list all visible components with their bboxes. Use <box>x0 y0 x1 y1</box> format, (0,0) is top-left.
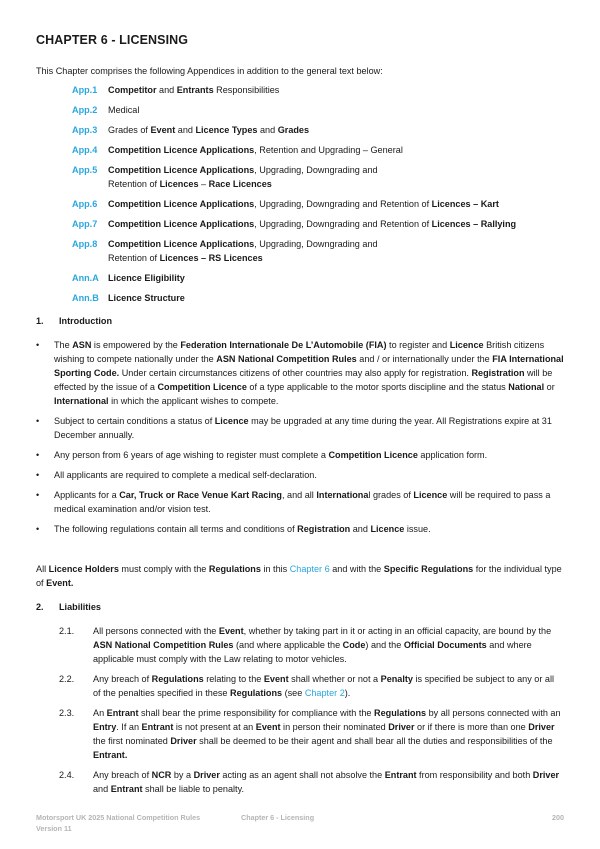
appendix-title-line <box>108 179 272 189</box>
bullet-text <box>54 522 564 536</box>
defined-term: Event <box>255 722 281 732</box>
defined-term: Driver <box>532 770 560 780</box>
text-run: of a type applicable to the motor sports discipline and the status <box>246 382 509 392</box>
text-run: in person their nominated <box>280 722 389 732</box>
appendix-link[interactable]: App.7 <box>72 219 98 229</box>
clause-number: 2.4. <box>59 770 75 780</box>
defined-term: Driver <box>170 736 197 746</box>
text-run: , Upgrading, Downgrading and Retention of <box>254 219 432 229</box>
defined-term: NCR <box>151 770 172 780</box>
text-run: . If an <box>116 722 142 732</box>
appendix-title-line <box>108 165 378 175</box>
text-run: (and where applicable the <box>233 640 343 650</box>
text-run: and <box>350 524 371 534</box>
defined-term: Regulations <box>151 674 204 684</box>
section-title: Introduction <box>59 316 113 326</box>
defined-term: National <box>508 382 545 392</box>
defined-term: ASN National Competition Rules <box>93 640 234 650</box>
defined-term: Licence Holders <box>48 564 119 574</box>
defined-term: Grades <box>277 125 310 135</box>
defined-term: Entrant. <box>93 750 128 760</box>
defined-term: Regulations <box>230 688 283 698</box>
appendix-title <box>108 237 564 265</box>
defined-term: Event <box>218 626 244 636</box>
appendix-link[interactable]: App.8 <box>72 239 98 249</box>
defined-term: Event <box>150 125 176 135</box>
licence-holders-paragraph <box>36 562 564 590</box>
cross-reference-link[interactable]: Chapter 6 <box>289 564 330 574</box>
defined-term: Event. <box>46 578 74 588</box>
defined-term: Driver <box>528 722 555 732</box>
defined-term: Entrants <box>176 85 214 95</box>
text-run: Responsibilities <box>213 85 280 95</box>
defined-term: Code <box>342 640 366 650</box>
defined-term: Competitor <box>108 85 157 95</box>
text-run: An <box>93 708 107 718</box>
text-run: and where applicable must comply with the Law relating to motor vehicles. <box>93 640 532 664</box>
defined-term: Competition Licence <box>328 450 418 460</box>
chapter-title: CHAPTER 6 - LICENSING <box>36 33 189 47</box>
clause-text <box>93 706 564 762</box>
defined-term: Licences <box>159 179 199 189</box>
appendix-title <box>108 197 564 211</box>
footer-version: Version 11 <box>36 824 72 833</box>
appendix-title <box>108 217 564 231</box>
text-run: ) and the <box>365 640 404 650</box>
appendix-title <box>108 163 564 191</box>
bullet-text <box>54 338 564 408</box>
text-run: by a <box>171 770 194 780</box>
section-number: 2. <box>36 602 44 612</box>
defined-term: Federation Internationale De L’Automobile (FIA) <box>180 340 387 350</box>
clause-number: 2.1. <box>59 626 75 636</box>
text-run: application form. <box>417 450 488 460</box>
appendix-title-line <box>108 239 378 249</box>
text-run: by all persons connected with an <box>426 708 561 718</box>
defined-term: Licence Types <box>195 125 258 135</box>
appendix-title <box>108 123 564 137</box>
defined-term: Race Licences <box>208 179 272 189</box>
text-run: will be required to pass a medical examination and/or vision test. <box>54 490 551 514</box>
bullet-text <box>54 488 564 516</box>
text-run: in this <box>260 564 290 574</box>
text-run: must comply with the <box>118 564 209 574</box>
appendix-link[interactable]: Ann.A <box>72 273 99 283</box>
text-run: Any breach of <box>93 770 152 780</box>
text-run: l grades of <box>368 490 414 500</box>
defined-term: Licence Structure <box>108 293 185 303</box>
appendix-title <box>108 143 564 157</box>
footer-publication <box>36 812 200 834</box>
footer-chapter: Chapter 6 - Licensing <box>241 813 315 822</box>
text-run: Medical <box>108 105 140 115</box>
text-run: All <box>36 564 49 574</box>
appendix-link[interactable]: App.1 <box>72 85 98 95</box>
defined-term: Licences – Rallying <box>431 219 517 229</box>
text-run: All applicants are required to complete a medical self-declaration. <box>54 470 317 480</box>
appendix-link[interactable]: App.3 <box>72 125 98 135</box>
defined-term: Penalty <box>380 674 413 684</box>
text-run: from responsibility and both <box>416 770 533 780</box>
text-run: , Upgrading, Downgrading and <box>254 239 378 249</box>
bullet-marker: • <box>36 470 40 480</box>
text-run: or <box>544 382 555 392</box>
text-run: The <box>54 340 73 350</box>
text-run: , and all <box>281 490 317 500</box>
bullet-marker: • <box>36 340 40 350</box>
defined-term: Regulations <box>374 708 427 718</box>
clause-text <box>93 624 564 666</box>
bullet-marker: • <box>36 416 40 426</box>
footer-publication-title: Motorsport UK 2025 National Competition Rules <box>36 813 201 822</box>
text-run: and / or internationally under the <box>356 354 493 364</box>
text-run: is empowered by the <box>91 340 181 350</box>
text-run: shall be liable to penalty. <box>142 784 244 794</box>
text-run: in which the applicant wishes to compete. <box>108 396 279 406</box>
defined-term: Event <box>263 674 289 684</box>
defined-term: Entrant <box>384 770 417 780</box>
defined-term: Regulations <box>208 564 261 574</box>
defined-term: Competition Licence Applications <box>108 145 255 155</box>
cross-reference-link[interactable]: Chapter 2 <box>304 688 345 698</box>
text-run: Any breach of <box>93 674 152 684</box>
defined-term: Official Documents <box>403 640 487 650</box>
text-run: will be effected by the issue of a <box>54 368 553 392</box>
appendix-title <box>108 271 564 285</box>
text-run: British citizens wishing to compete nationally under the <box>54 340 545 364</box>
appendix-title <box>108 103 564 117</box>
defined-term: Entry <box>93 722 117 732</box>
text-run: and with the <box>329 564 384 574</box>
defined-term: Licences – RS Licences <box>159 253 263 263</box>
text-run: shall whether or not a <box>288 674 381 684</box>
defined-term: International <box>54 396 109 406</box>
defined-term: Competition Licence Applications <box>108 219 255 229</box>
appendix-link[interactable]: App.2 <box>72 105 98 115</box>
defined-term: Registration <box>471 368 525 378</box>
text-run: or if there is more than one <box>414 722 529 732</box>
defined-term: Licence <box>449 340 484 350</box>
defined-term: Driver <box>388 722 415 732</box>
text-run: Retention of <box>108 179 160 189</box>
text-run: (see <box>282 688 305 698</box>
appendix-title <box>108 291 564 305</box>
bullet-marker: • <box>36 450 40 460</box>
text-run: and <box>156 85 177 95</box>
clause-text <box>93 672 564 700</box>
section-number: 1. <box>36 316 44 326</box>
text-run: issue. <box>404 524 431 534</box>
defined-term: Competition Licence Applications <box>108 165 255 175</box>
text-run: , Retention and Upgrading – General <box>254 145 403 155</box>
appendix-title <box>108 83 564 97</box>
section-title: Liabilities <box>59 602 101 612</box>
defined-term: Internationa <box>316 490 369 500</box>
defined-term: Competition Licence <box>157 382 247 392</box>
text-run: ). <box>344 688 351 698</box>
clause-text <box>93 768 564 796</box>
text-run: to register and <box>386 340 450 350</box>
text-run: Subject to certain conditions a status of <box>54 416 215 426</box>
text-run: , Upgrading, Downgrading and <box>254 165 378 175</box>
text-run: Under certain circumstances citizens of other countries may also apply for registration. <box>119 368 472 378</box>
defined-term: Entrant <box>141 722 174 732</box>
text-run: may be upgraded at any time during the year. All Registrations expire at 31 December annually. <box>54 416 552 440</box>
defined-term: Licence <box>413 490 448 500</box>
text-run: Applicants for a <box>54 490 120 500</box>
text-run: shall bear the prime responsibility for compliance with the <box>138 708 375 718</box>
text-run: All persons connected with the <box>93 626 219 636</box>
defined-term: Entrant <box>106 708 139 718</box>
text-run: and <box>257 125 278 135</box>
bullet-text <box>54 414 564 442</box>
page-number: 200 <box>552 813 564 822</box>
defined-term: Licences – Kart <box>431 199 499 209</box>
defined-term: Licence <box>370 524 405 534</box>
text-run: and <box>175 125 196 135</box>
intro-paragraph: This Chapter comprises the following Appendices in addition to the general text below: <box>36 66 383 76</box>
bullet-text <box>54 448 564 462</box>
appendix-link[interactable]: App.6 <box>72 199 98 209</box>
text-run: shall be deemed to be their agent and shall bear all the duties and responsibilities of the <box>196 736 553 746</box>
appendix-link[interactable]: Ann.B <box>72 293 99 303</box>
text-run: the first nominated <box>93 736 171 746</box>
text-run: Grades of <box>108 125 151 135</box>
text-run: , Upgrading, Downgrading and Retention of <box>254 199 432 209</box>
defined-term: Competition Licence Applications <box>108 239 255 249</box>
text-run: , whether by taking part in it or acting in an official capacity, are bound by the <box>243 626 552 636</box>
defined-term: Car, Truck or Race Venue Kart Racing <box>119 490 282 500</box>
appendix-title-line <box>108 253 263 263</box>
defined-term: Licence <box>214 416 249 426</box>
appendix-link[interactable]: App.5 <box>72 165 98 175</box>
text-run: relating to the <box>203 674 264 684</box>
bullet-marker: • <box>36 490 40 500</box>
defined-term: ASN <box>72 340 92 350</box>
defined-term: Competition Licence Applications <box>108 199 255 209</box>
defined-term: Entrant <box>110 784 143 794</box>
defined-term: Licence Eligibility <box>108 273 185 283</box>
text-run: is not present at an <box>173 722 256 732</box>
defined-term: Specific Regulations <box>383 564 474 574</box>
text-run: for the individual type of <box>36 564 562 588</box>
text-run: is specified be subject to any or all of the penalties specified in these <box>93 674 555 698</box>
defined-term: Registration <box>297 524 351 534</box>
bullet-text <box>54 468 564 482</box>
text-run: – <box>198 179 209 189</box>
text-run: and <box>93 784 111 794</box>
text-run: Retention of <box>108 253 160 263</box>
defined-term: Driver <box>193 770 220 780</box>
text-run: acting as an agent shall not absolve the <box>219 770 385 780</box>
clause-number: 2.2. <box>59 674 75 684</box>
text-run: Any person from 6 years of age wishing to register must complete a <box>54 450 329 460</box>
appendix-link[interactable]: App.4 <box>72 145 98 155</box>
text-run: The following regulations contain all terms and conditions of <box>54 524 298 534</box>
defined-term: FIA International Sporting Code. <box>54 354 564 378</box>
bullet-marker: • <box>36 524 40 534</box>
clause-number: 2.3. <box>59 708 75 718</box>
defined-term: ASN National Competition Rules <box>216 354 357 364</box>
